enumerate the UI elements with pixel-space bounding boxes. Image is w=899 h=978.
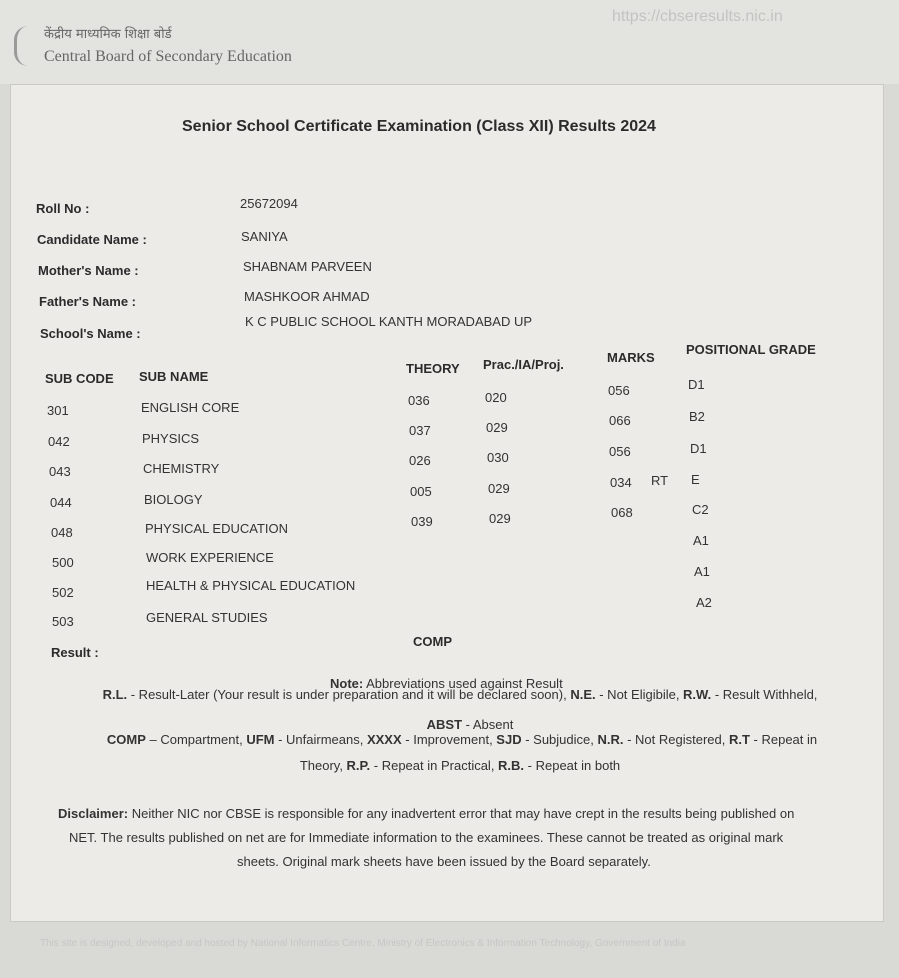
table-row-practical: 030 bbox=[487, 450, 509, 465]
table-row-name: GENERAL STUDIES bbox=[146, 610, 268, 625]
table-row-theory: 026 bbox=[409, 453, 431, 468]
school-name-label: School's Name : bbox=[40, 326, 141, 341]
table-row-marks: 068 bbox=[611, 505, 633, 520]
table-row-practical: 029 bbox=[489, 511, 511, 526]
header-marks: MARKS bbox=[607, 350, 655, 365]
note-line-4: Theory, R.P. - Repeat in Practical, R.B. - Repeat in both bbox=[299, 758, 621, 773]
table-row-practical: 029 bbox=[486, 420, 508, 435]
table-row-grade: A1 bbox=[693, 533, 709, 548]
table-row-code: 503 bbox=[52, 614, 74, 629]
cbse-logo bbox=[14, 26, 43, 66]
result-label: Result : bbox=[51, 645, 99, 660]
mother-name-label: Mother's Name : bbox=[38, 263, 139, 278]
board-name-hindi: केंद्रीय माध्यमिक शिक्षा बोर्ड bbox=[44, 27, 172, 42]
table-row-theory: 005 bbox=[410, 484, 432, 499]
table-row-name: WORK EXPERIENCE bbox=[146, 550, 274, 565]
site-header bbox=[0, 0, 899, 84]
disclaimer-line-1: Disclaimer: Neither NIC nor CBSE is responsible for any inadvertent error that may have crept in the results being published on bbox=[58, 806, 795, 821]
roll-no-value: 25672094 bbox=[240, 196, 298, 211]
table-row-grade: B2 bbox=[689, 409, 705, 424]
note-line-2: ABST - Absent bbox=[426, 717, 514, 732]
table-row-name: ENGLISH CORE bbox=[141, 400, 240, 415]
table-row-name: PHYSICAL EDUCATION bbox=[145, 521, 289, 536]
table-row-theory: 037 bbox=[409, 423, 431, 438]
candidate-name-label: Candidate Name : bbox=[37, 232, 147, 247]
note-title: Note: Abbreviations used against Result bbox=[330, 676, 563, 691]
result-value: COMP bbox=[413, 634, 452, 649]
disclaimer-line-2: NET. The results published on net are for Immediate information to the examinees. These cannot be treated as original mark bbox=[69, 830, 784, 845]
table-row-grade: D1 bbox=[690, 441, 707, 456]
table-row-code: 044 bbox=[50, 495, 72, 510]
table-row-marks: 056 bbox=[609, 444, 631, 459]
header-sub-code: SUB CODE bbox=[45, 371, 114, 386]
table-row-marks: 034 bbox=[610, 475, 632, 490]
header-practical: Prac./IA/Proj. bbox=[483, 357, 564, 372]
site-url[interactable]: https://cbseresults.nic.in bbox=[612, 8, 783, 25]
header-sub-name: SUB NAME bbox=[139, 369, 209, 384]
table-row-code: 502 bbox=[52, 585, 74, 600]
header-theory: THEORY bbox=[406, 361, 460, 376]
father-name-value: MASHKOOR AHMAD bbox=[244, 289, 370, 304]
page-title: Senior School Certificate Examination (Class XII) Results 2024 bbox=[182, 118, 656, 135]
note-line-1: R.L. - Result-Later (Your result is under preparation and it will be declared soon), N.E. - Not Eligibile, R.W. - Result Withheld, bbox=[102, 687, 818, 702]
table-row-name: HEALTH & PHYSICAL EDUCATION bbox=[146, 578, 356, 593]
table-row-code: 042 bbox=[48, 434, 70, 449]
table-row-code: 048 bbox=[51, 525, 73, 540]
table-row-name: PHYSICS bbox=[142, 431, 200, 446]
disclaimer-line-3: sheets. Original mark sheets have been issued by the Board separately. bbox=[237, 854, 651, 869]
table-row-grade: A1 bbox=[694, 564, 710, 579]
school-name-value: K C PUBLIC SCHOOL KANTH MORADABAD UP bbox=[245, 314, 533, 329]
table-row-practical: 029 bbox=[488, 481, 510, 496]
table-row-name: BIOLOGY bbox=[144, 492, 203, 507]
table-row-grade: E bbox=[691, 472, 700, 487]
board-name: Central Board of Secondary Education bbox=[44, 48, 292, 65]
mother-name-value: SHABNAM PARVEEN bbox=[243, 259, 372, 274]
roll-no-label: Roll No : bbox=[36, 201, 90, 216]
table-row-code: 043 bbox=[49, 464, 71, 479]
table-row-theory: 039 bbox=[411, 514, 433, 529]
header-grade: POSITIONAL GRADE bbox=[686, 342, 816, 357]
table-row-grade: A2 bbox=[696, 595, 712, 610]
table-row-marks: 066 bbox=[609, 413, 631, 428]
table-row-remark: RT bbox=[651, 473, 669, 488]
table-row-name: CHEMISTRY bbox=[143, 461, 220, 476]
table-row-code: 301 bbox=[47, 403, 69, 418]
table-row-practical: 020 bbox=[485, 390, 507, 405]
table-row-marks: 056 bbox=[608, 383, 630, 398]
table-row-grade: C2 bbox=[692, 502, 709, 517]
note-line-3: COMP – Compartment, UFM - Unfairmeans, XXXX - Improvement, SJD - Subjudice, N.R. - Not Registered, R.T - Repeat in bbox=[106, 732, 818, 747]
table-row-grade: D1 bbox=[688, 377, 705, 392]
site-footer: This site is designed, developed and hosted by National Informatics Centre, Ministry of Electronics & Information Technology, Government of India bbox=[40, 938, 686, 949]
father-name-label: Father's Name : bbox=[39, 294, 137, 309]
table-row-theory: 036 bbox=[408, 393, 430, 408]
table-row-code: 500 bbox=[52, 555, 74, 570]
candidate-name-value: SANIYA bbox=[241, 229, 288, 244]
result-sheet bbox=[10, 84, 884, 922]
